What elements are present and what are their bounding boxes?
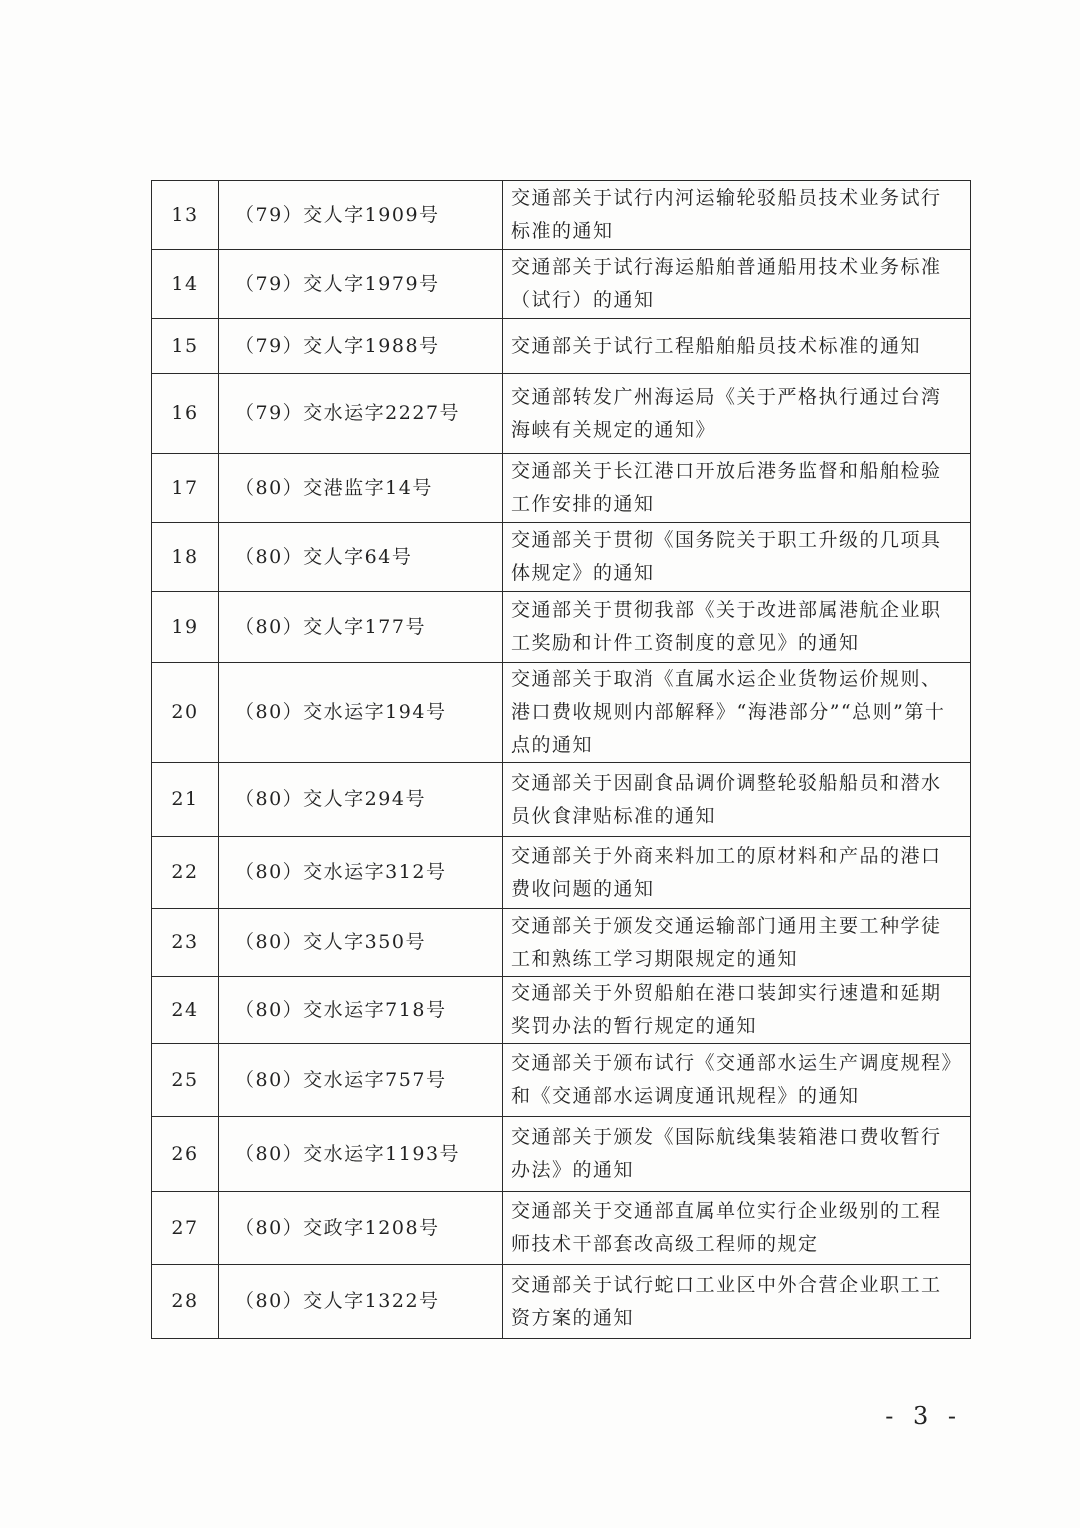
document-title: 交通部关于颁发交通运输部门通用主要工种学徒工和熟练工学习期限规定的通知 bbox=[503, 909, 971, 977]
row-number: 21 bbox=[152, 763, 219, 837]
document-number: （80）交水运字1193号 bbox=[219, 1117, 503, 1192]
table-row bbox=[152, 1044, 971, 1117]
row-number: 25 bbox=[152, 1044, 219, 1117]
regulations-table bbox=[151, 180, 971, 1339]
document-number: （80）交港监字14号 bbox=[219, 454, 503, 523]
table-row bbox=[152, 837, 971, 909]
document-title: 交通部关于试行蛇口工业区中外合营企业职工工资方案的通知 bbox=[503, 1265, 971, 1339]
document-number: （80）交人字350号 bbox=[219, 909, 503, 977]
document-title: 交通部关于颁布试行《交通部水运生产调度规程》和《交通部水运调度通讯规程》的通知 bbox=[503, 1044, 971, 1117]
document-title: 交通部关于贯彻《国务院关于职工升级的几项具体规定》的通知 bbox=[503, 523, 971, 592]
document-number: （80）交水运字757号 bbox=[219, 1044, 503, 1117]
table-row bbox=[152, 977, 971, 1044]
document-title: 交通部关于交通部直属单位实行企业级别的工程师技术干部套改高级工程师的规定 bbox=[503, 1192, 971, 1265]
document-number: （80）交人字294号 bbox=[219, 763, 503, 837]
document-number: （80）交人字1322号 bbox=[219, 1265, 503, 1339]
document-number: （80）交人字177号 bbox=[219, 592, 503, 663]
row-number: 17 bbox=[152, 454, 219, 523]
table-row bbox=[152, 663, 971, 763]
table-row bbox=[152, 1117, 971, 1192]
document-title: 交通部关于因副食品调价调整轮驳船船员和潜水员伙食津贴标准的通知 bbox=[503, 763, 971, 837]
document-title: 交通部关于取消《直属水运企业货物运价规则、港口费收规则内部解释》“海港部分”“总则”第十点的通知 bbox=[503, 663, 971, 763]
document-number: （80）交水运字194号 bbox=[219, 663, 503, 763]
document-number: （80）交水运字312号 bbox=[219, 837, 503, 909]
row-number: 20 bbox=[152, 663, 219, 763]
table-row bbox=[152, 454, 971, 523]
row-number: 24 bbox=[152, 977, 219, 1044]
document-title: 交通部关于外商来料加工的原材料和产品的港口费收问题的通知 bbox=[503, 837, 971, 909]
document-title: 交通部关于颁发《国际航线集装箱港口费收暂行办法》的通知 bbox=[503, 1117, 971, 1192]
document-title: 交通部关于外贸船舶在港口装卸实行速遣和延期奖罚办法的暂行规定的通知 bbox=[503, 977, 971, 1044]
table-row bbox=[152, 319, 971, 374]
document-number: （80）交人字64号 bbox=[219, 523, 503, 592]
table-row bbox=[152, 374, 971, 454]
table-row bbox=[152, 1265, 971, 1339]
row-number: 16 bbox=[152, 374, 219, 454]
row-number: 27 bbox=[152, 1192, 219, 1265]
document-number: （79）交水运字2227号 bbox=[219, 374, 503, 454]
document-number: （80）交政字1208号 bbox=[219, 1192, 503, 1265]
row-number: 13 bbox=[152, 181, 219, 250]
table-row bbox=[152, 181, 971, 250]
row-number: 18 bbox=[152, 523, 219, 592]
document-title: 交通部转发广州海运局《关于严格执行通过台湾海峡有关规定的通知》 bbox=[503, 374, 971, 454]
row-number: 28 bbox=[152, 1265, 219, 1339]
table-row bbox=[152, 523, 971, 592]
document-number: （79）交人字1988号 bbox=[219, 319, 503, 374]
document-number: （79）交人字1979号 bbox=[219, 250, 503, 319]
page-number: - 3 - bbox=[885, 1402, 962, 1430]
table-row bbox=[152, 909, 971, 977]
document-title: 交通部关于试行内河运输轮驳船员技术业务试行标准的通知 bbox=[503, 181, 971, 250]
document-title: 交通部关于长江港口开放后港务监督和船舶检验工作安排的通知 bbox=[503, 454, 971, 523]
row-number: 14 bbox=[152, 250, 219, 319]
row-number: 15 bbox=[152, 319, 219, 374]
table-row bbox=[152, 763, 971, 837]
table-row bbox=[152, 250, 971, 319]
document-title: 交通部关于贯彻我部《关于改进部属港航企业职工奖励和计件工资制度的意见》的通知 bbox=[503, 592, 971, 663]
document-title: 交通部关于试行工程船舶船员技术标准的通知 bbox=[503, 319, 971, 374]
document-title: 交通部关于试行海运船舶普通船用技术业务标准（试行）的通知 bbox=[503, 250, 971, 319]
row-number: 26 bbox=[152, 1117, 219, 1192]
row-number: 22 bbox=[152, 837, 219, 909]
table-row bbox=[152, 592, 971, 663]
document-number: （80）交水运字718号 bbox=[219, 977, 503, 1044]
row-number: 19 bbox=[152, 592, 219, 663]
document-number: （79）交人字1909号 bbox=[219, 181, 503, 250]
row-number: 23 bbox=[152, 909, 219, 977]
table-row bbox=[152, 1192, 971, 1265]
